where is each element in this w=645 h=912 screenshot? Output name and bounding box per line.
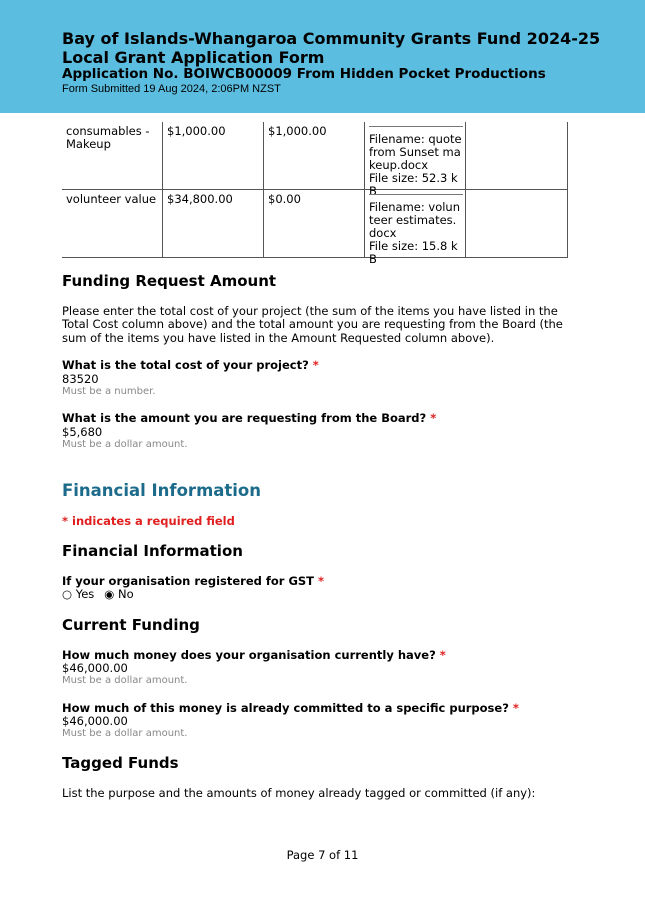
total-cost-answer: 83520 bbox=[62, 372, 99, 386]
funding-request-intro: Please enter the total cost of your project (the sum of the items you have listed in the Total Cost column above) and the total amount you are requesting from the Board (the sum of the items you have listed in the Amount Requested column above). bbox=[62, 304, 563, 345]
gst-option-yes[interactable]: ○ Yes bbox=[62, 587, 95, 601]
financial-information-title: Financial Information bbox=[62, 481, 262, 500]
page-number: Page 7 of 11 bbox=[286, 848, 359, 862]
current-money-answer: $46,000.00 bbox=[62, 661, 128, 675]
tagged-funds-intro: List the purpose and the amounts of money already tagged or committed (if any): bbox=[62, 786, 536, 800]
attachment-filename[interactable]: Filename: quote from Sunset makeup.docx bbox=[369, 132, 462, 172]
total-cost-cell: $1,000.00 bbox=[162, 122, 263, 189]
attachment-filename[interactable]: Filename: volunteer estimates.docx bbox=[369, 200, 461, 240]
attachment-filesize: File size: 15.8 kB bbox=[369, 239, 458, 266]
item-cell: consumables - Makeup bbox=[66, 124, 150, 151]
required-marker: * bbox=[430, 411, 437, 425]
required-marker: * bbox=[512, 701, 519, 715]
table-row bbox=[62, 190, 568, 266]
tagged-funds-heading: Tagged Funds bbox=[62, 754, 179, 772]
attachment-cell bbox=[364, 190, 465, 266]
committed-money-question: How much of this money is already committed to a specific purpose? * bbox=[62, 701, 519, 715]
gst-option-no[interactable]: ◉ No bbox=[104, 587, 134, 601]
required-marker: * bbox=[439, 648, 446, 662]
budget-table bbox=[62, 122, 568, 266]
required-marker: * bbox=[312, 358, 319, 372]
total-cost-question: What is the total cost of your project? * bbox=[62, 358, 319, 372]
current-funding-heading: Current Funding bbox=[62, 616, 200, 634]
amount-requested-answer: $5,680 bbox=[62, 425, 103, 439]
radio-checked-icon: ◉ bbox=[104, 587, 115, 601]
required-field-note: * indicates a required field bbox=[62, 514, 235, 528]
amount-requested-hint: Must be a dollar amount. bbox=[62, 439, 188, 450]
empty-cell bbox=[465, 122, 568, 189]
item-cell: volunteer value bbox=[66, 192, 157, 206]
table-row bbox=[62, 122, 568, 198]
attachment-cell bbox=[364, 122, 465, 198]
application-number: Application No. BOIWCB00009 From Hidden Pocket Productions bbox=[62, 66, 546, 82]
attachment-filesize: File size: 52.3 kB bbox=[369, 171, 458, 198]
form-subtitle: Local Grant Application Form bbox=[62, 48, 325, 67]
radio-unchecked-icon: ○ bbox=[62, 587, 73, 601]
empty-cell bbox=[465, 190, 568, 257]
amount-requested-question: What is the amount you are requesting from the Board? * bbox=[62, 411, 437, 425]
current-money-question: How much money does your organisation currently have? * bbox=[62, 648, 446, 662]
page-header bbox=[0, 0, 645, 113]
committed-money-hint: Must be a dollar amount. bbox=[62, 728, 188, 739]
gst-question: If your organisation registered for GST * bbox=[62, 574, 325, 588]
required-marker: * bbox=[318, 574, 325, 588]
current-money-hint: Must be a dollar amount. bbox=[62, 675, 188, 686]
form-title: Bay of Islands-Whangaroa Community Grants Fund 2024-25 bbox=[62, 29, 601, 48]
total-cost-cell: $34,800.00 bbox=[162, 190, 263, 257]
total-cost-hint: Must be a number. bbox=[62, 386, 156, 397]
committed-money-answer: $46,000.00 bbox=[62, 714, 128, 728]
funding-request-heading: Funding Request Amount bbox=[62, 272, 277, 290]
amount-requested-cell: $1,000.00 bbox=[263, 122, 364, 189]
amount-requested-cell: $0.00 bbox=[263, 190, 364, 257]
gst-radio-group bbox=[62, 588, 134, 601]
submission-date: Form Submitted 19 Aug 2024, 2:06PM NZST bbox=[62, 83, 281, 95]
financial-information-subheading: Financial Information bbox=[62, 542, 243, 560]
